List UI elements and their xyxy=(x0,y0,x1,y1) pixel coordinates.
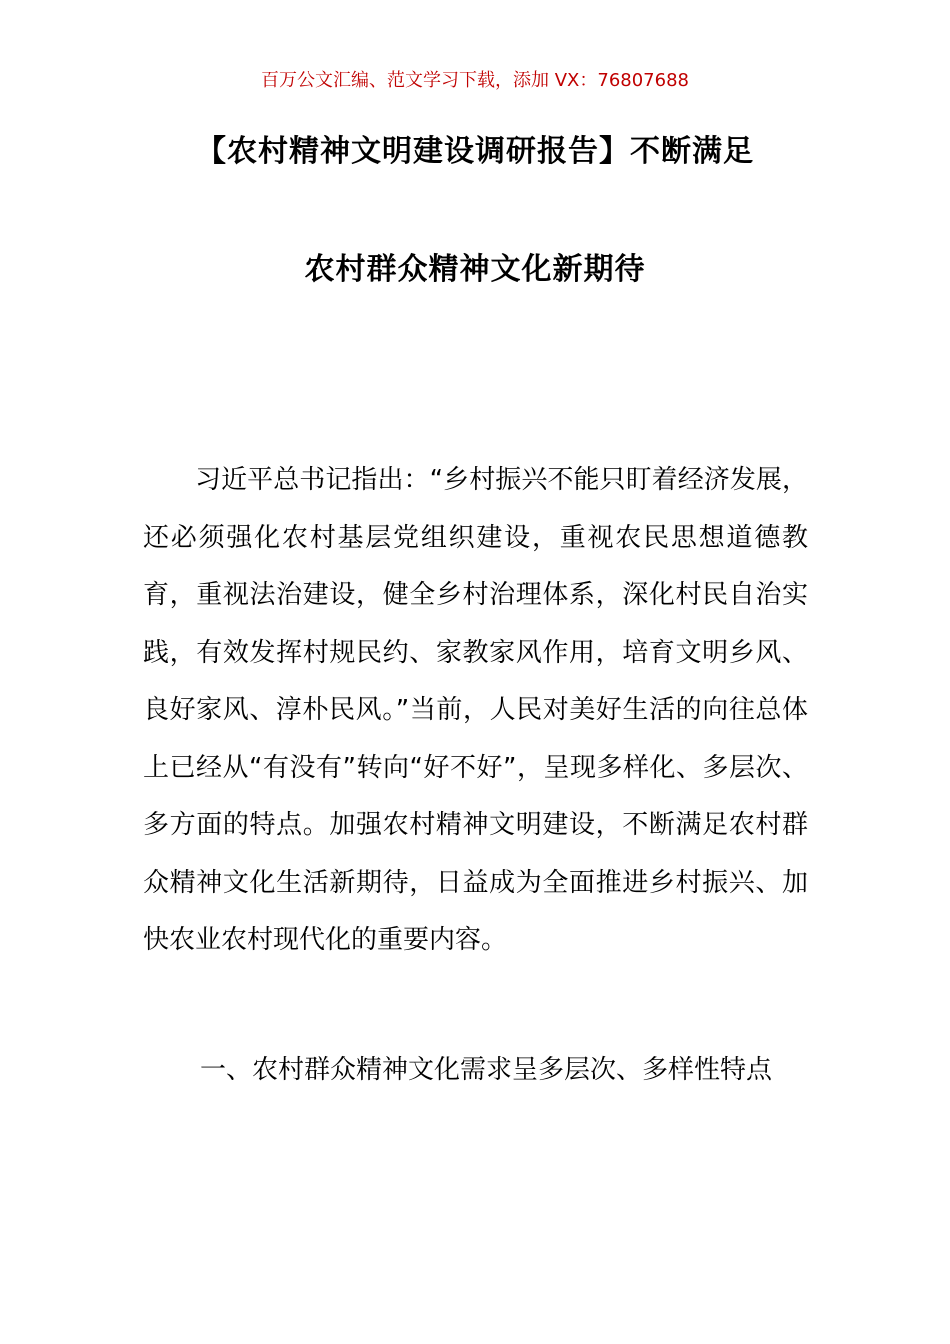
intro-paragraph: 习近平总书记指出：“乡村振兴不能只盯着经济发展，还必须强化农村基层党组织建设，重视农民思想道德教育，重视法治建设，健全乡村治理体系，深化村民自治实践，有效发挥村规民约、家教家风作用，培育文明乡风、良好家风、淳朴民风。”当前，人民对美好生活的向往总体上已经从“有没有”转向“好不好”，呈现多样化、多层次、多方面的特点。加强农村精神文明建设，不断满足农村群众精神文化生活新期待，日益成为全面推进乡村振兴、加快农业农村现代化的重要内容。 xyxy=(143,465,808,955)
document-title-line-1: 【农村精神文明建设调研报告】不断满足 xyxy=(196,134,754,169)
document-title-line-2: 农村群众精神文化新期待 xyxy=(304,252,646,287)
promo-header-note: 百万公文汇编、范文学习下载，添加 VX：76807688 xyxy=(261,70,689,91)
section-1-heading: 一、农村群众精神文化需求呈多层次、多样性特点 xyxy=(200,1055,773,1085)
